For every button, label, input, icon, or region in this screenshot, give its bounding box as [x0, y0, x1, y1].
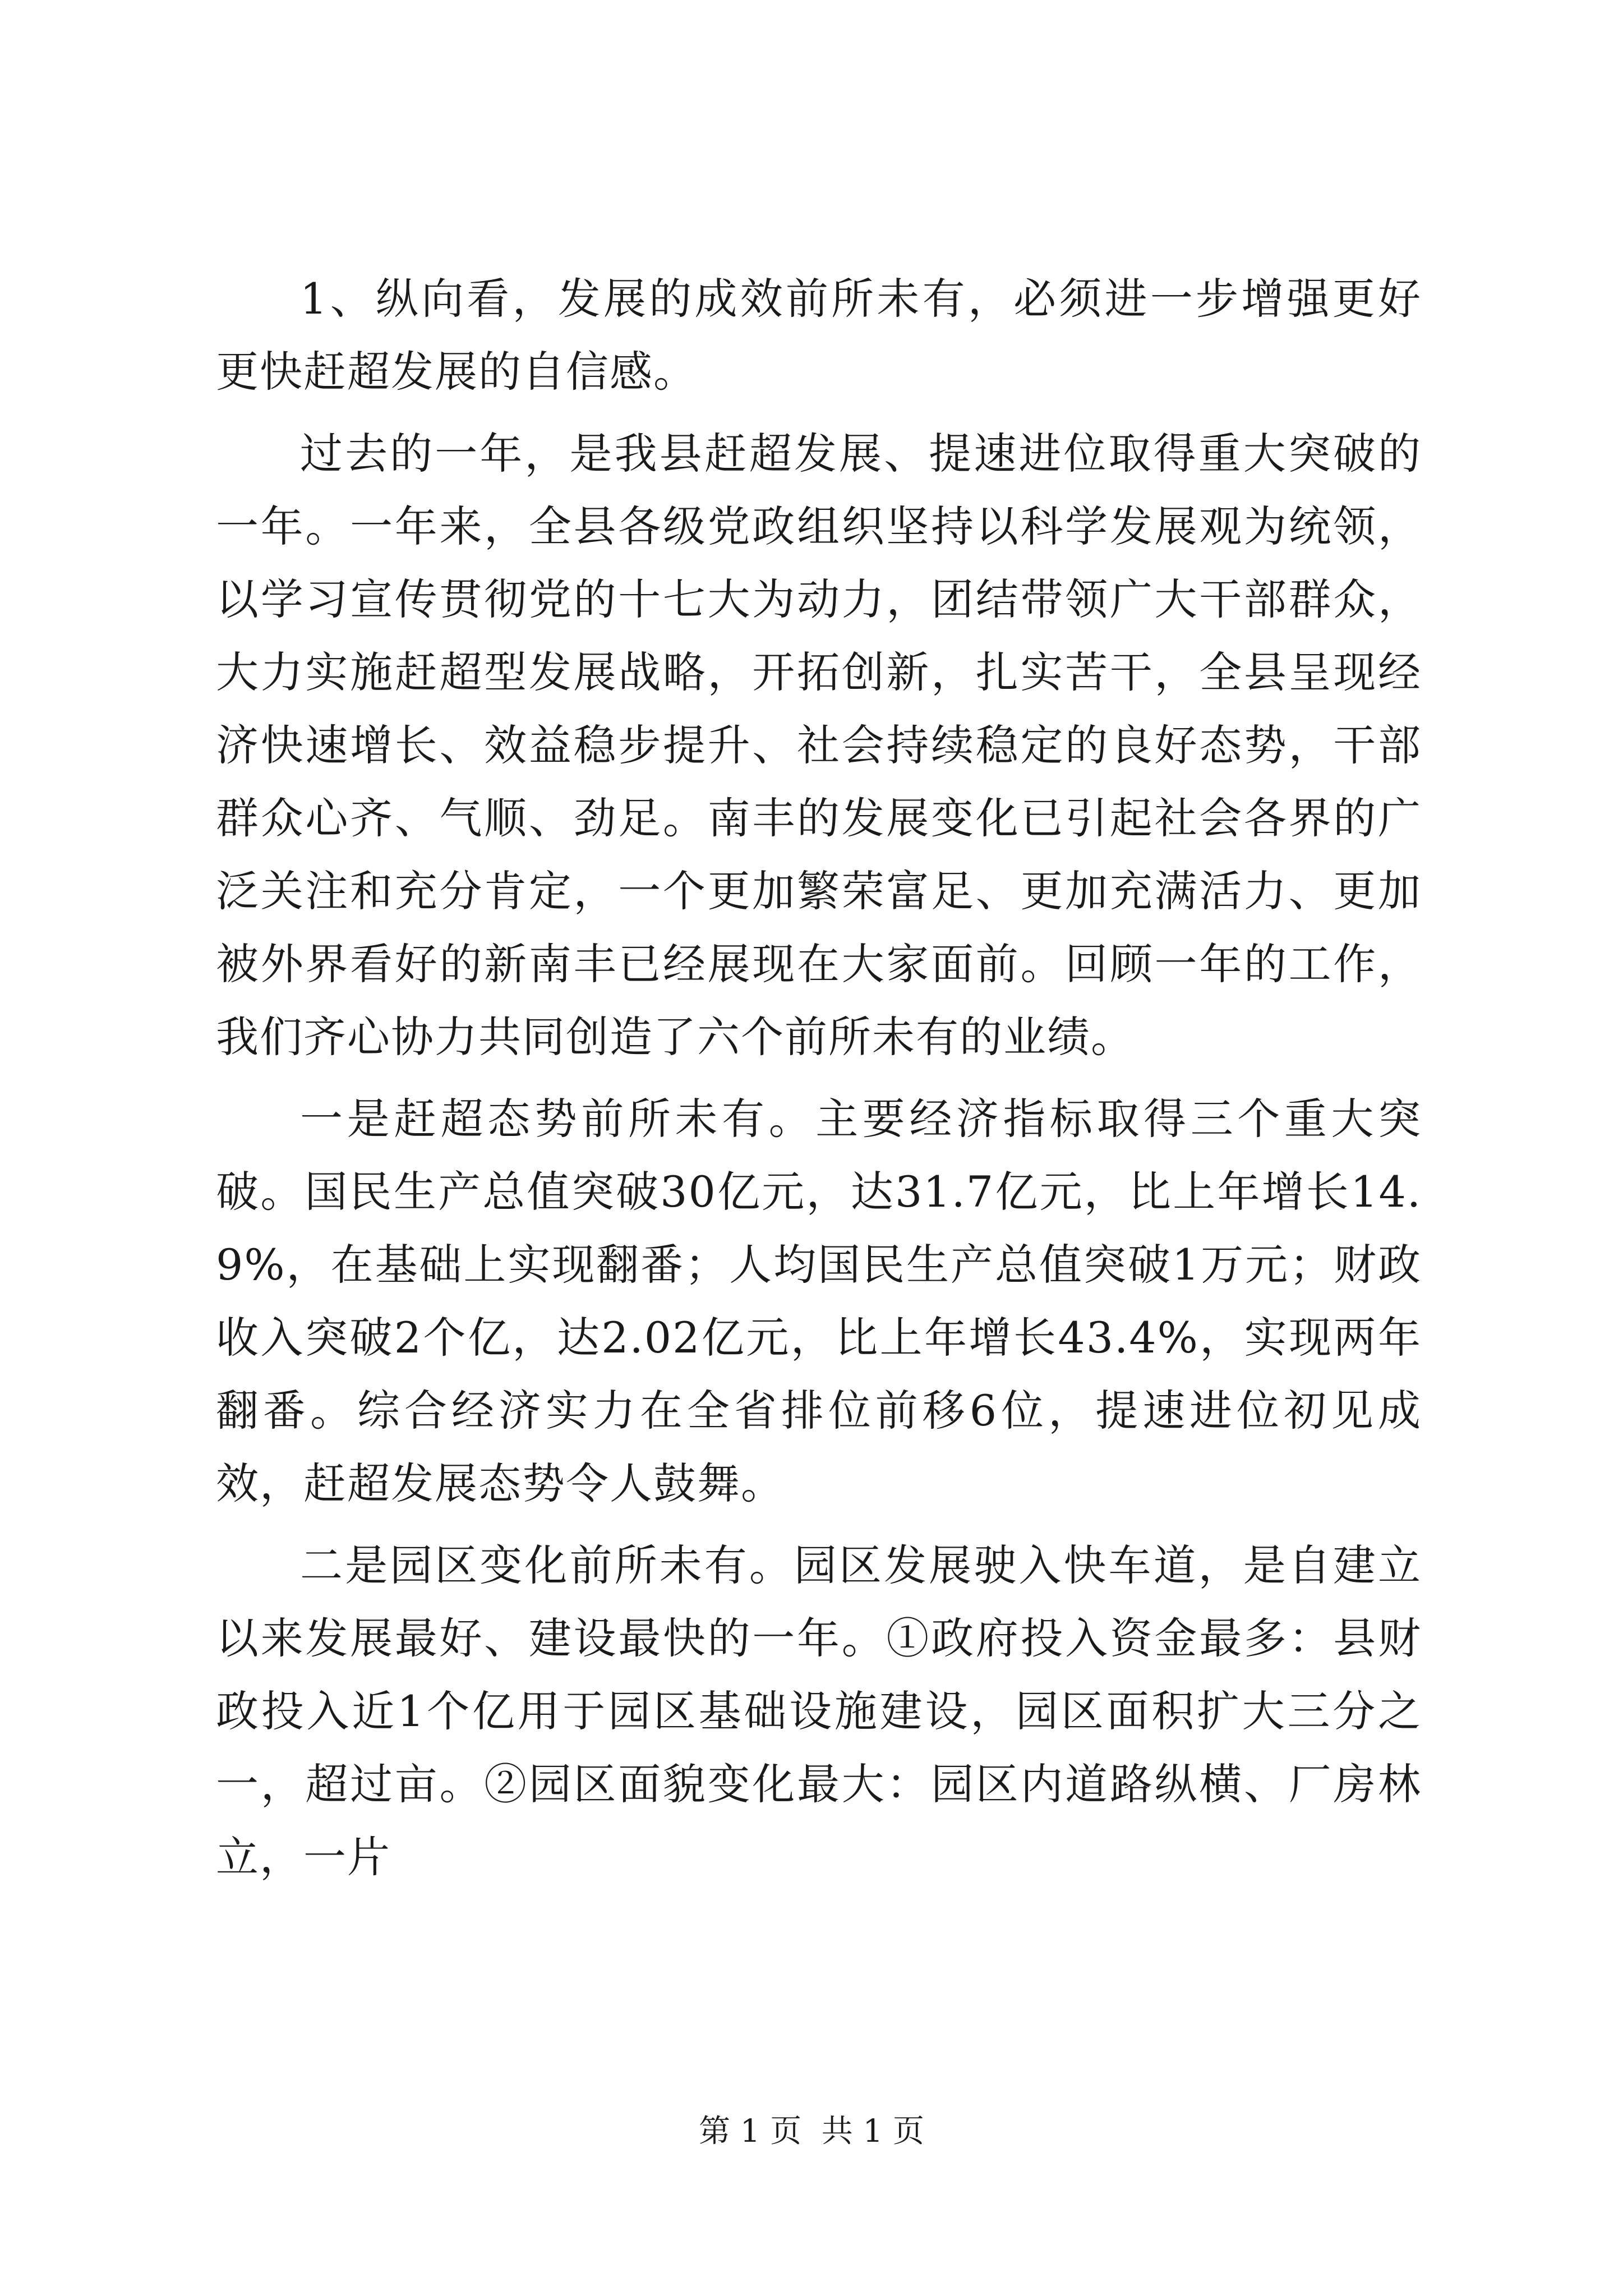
paragraph-momentum: 一是赶超态势前所未有。主要经济指标取得三个重大突破。国民生产总值突破30亿元，达31.7亿元，比上年增长14.9%，在基础上实现翻番；人均国民生产总值突破1万元；财政收入突破2个亿，达2.02亿元，比上年增长43.4%，实现两年翻番。综合经济实力在全省排位前移6位，提速进位初见成效，赶超发展态势令人鼓舞。 [216, 1094, 1422, 1508]
paragraph-heading: 1、纵向看，发展的成效前所未有，必须进一步增强更好更快赶超发展的自信感。 [216, 274, 1422, 397]
paragraph-park: 二是园区变化前所未有。园区发展驶入快车道，是自建立以来发展最好、建设最快的一年。①政府投入资金最多：县财政投入近1个亿用于园区基础设施建设，园区面积扩大三分之一，超过亩。②园区面貌变化最大：园区内道路纵横、厂房林立，一片 [216, 1540, 1422, 1882]
page-number-label: 第 1 页 共 1 页 [698, 2113, 925, 2150]
document-body [216, 263, 1422, 1903]
page-footer [0, 2109, 1623, 2154]
paragraph-review: 过去的一年，是我县赶超发展、提速进位取得重大突破的一年。一年来，全县各级党政组织坚持以科学发展观为统领，以学习宣传贯彻党的十七大为动力，团结带领广大干部群众，大力实施赶超型发展战略，开拓创新，扎实苦干，全县呈现经济快速增长、效益稳步提升、社会持续稳定的良好态势，干部群众心齐、气顺、劲足。南丰的发展变化已引起社会各界的广泛关注和充分肯定，一个更加繁荣富足、更加充满活力、更加被外界看好的新南丰已经展现在大家面前。回顾一年的工作，我们齐心协力共同创造了六个前所未有的业绩。 [216, 429, 1422, 1062]
